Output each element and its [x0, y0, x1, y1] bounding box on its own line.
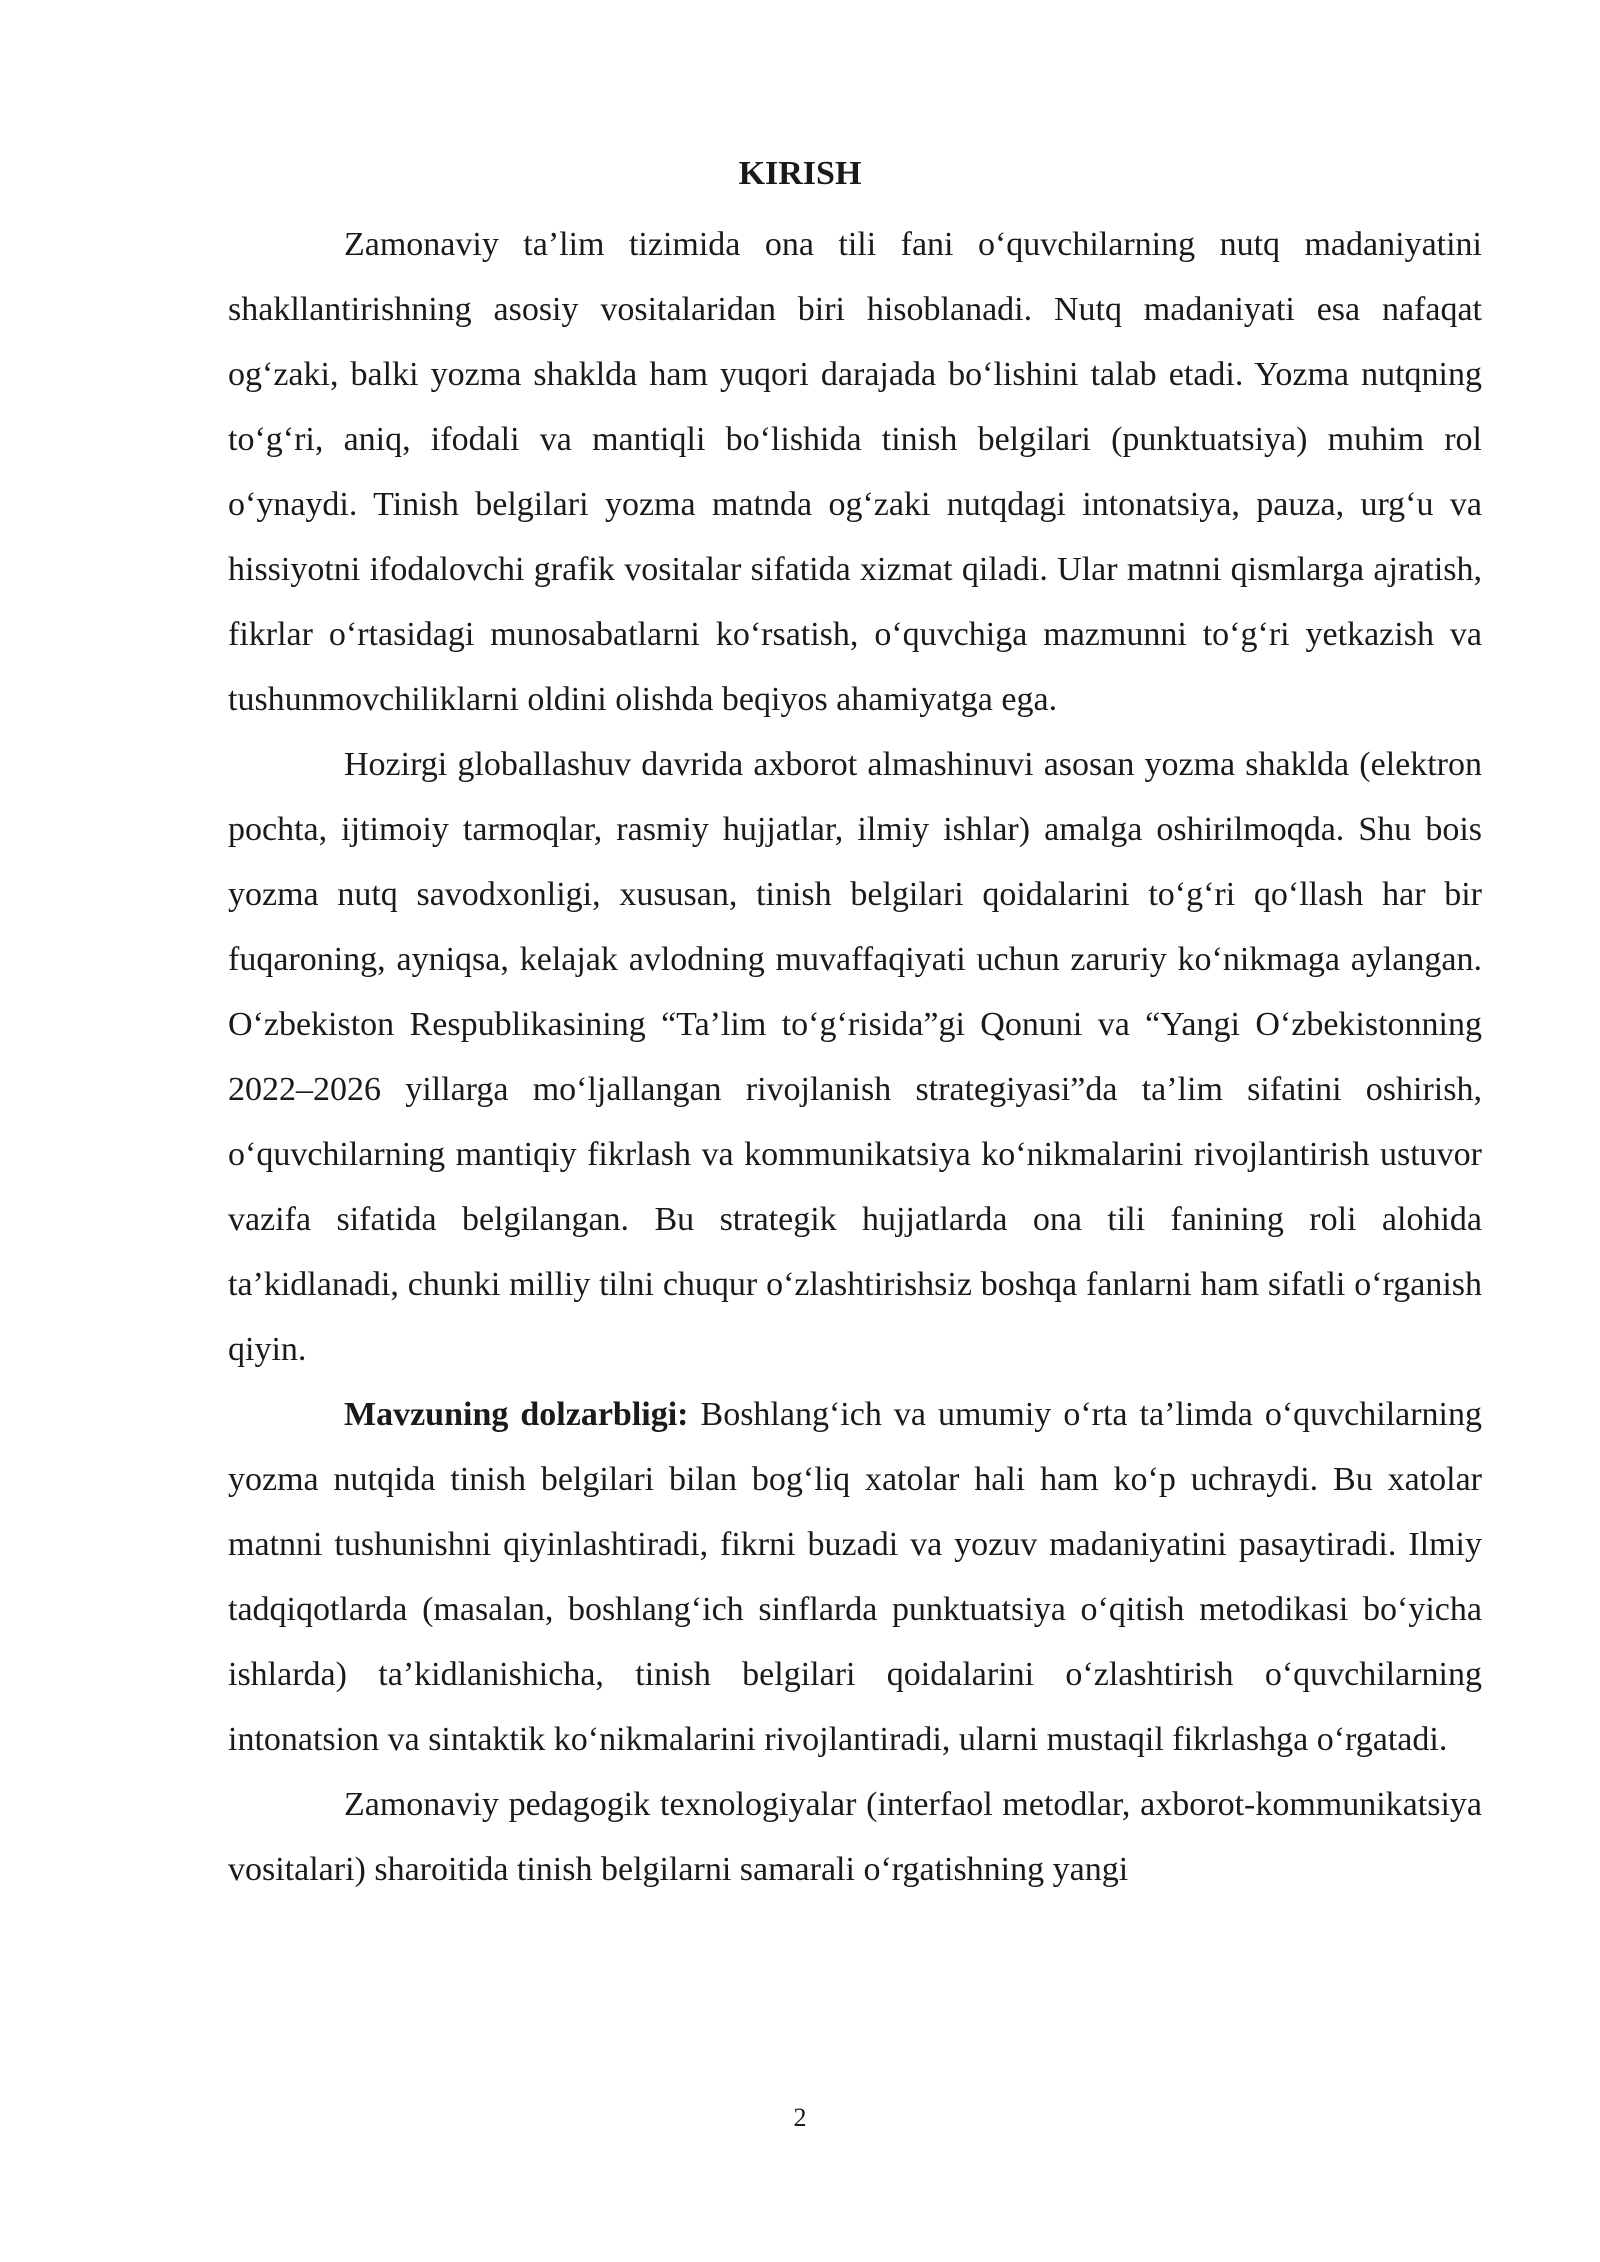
- paragraph-text: Zamonaviy pedagogik texnologiyalar (interfaol metodlar, axborot-kommunikatsiya vositalari) sharoitida tinish belgilarni samarali o‘rgatishning yangi: [228, 1786, 1482, 1888]
- page-title: KIRISH: [738, 155, 862, 192]
- paragraph-relevance: [228, 1382, 1482, 1772]
- page-number: 2: [793, 2103, 807, 2132]
- document-body: [228, 212, 1482, 1902]
- paragraph-globalization: [228, 732, 1482, 1382]
- paragraph-introduction: [228, 212, 1482, 732]
- paragraph-text: Boshlang‘ich va umumiy o‘rta ta’limda o‘quvchilarning yozma nutqida tinish belgilari bilan bog‘liq xatolar hali ham ko‘p uchraydi. Bu xatolar matnni tushunishni qiyinlashtiradi, fikrni buzadi va yozuv madaniyatini pasaytiradi. Ilmiy tadqiqotlarda (masalan, boshlang‘ich sinflarda punktuatsiya o‘qitish metodikasi bo‘yicha ishlarda) ta’kidlanishicha, tinish belgilari qoidalarini o‘zlashtirish o‘quvchilarning intonatsion va sintaktik ko‘nikmalarini rivojlantiradi, ularni mustaqil fikrlashga o‘rgatadi.: [228, 1396, 1483, 1758]
- paragraph-technologies: [228, 1772, 1482, 1902]
- paragraph-lead-heading: Mavzuning dolzarbligi:: [344, 1396, 689, 1433]
- paragraph-text: Zamonaviy ta’lim tizimida ona tili fani o‘quvchilarning nutq madaniyatini shakllantirishning asosiy vositalaridan biri hisoblanadi. Nutq madaniyati esa nafaqat og‘zaki, balki yozma shaklda ham yuqori darajada bo‘lishini talab etadi. Yozma nutqning to‘g‘ri, aniq, ifodali va mantiqli bo‘lishida tinish belgilari (punktuatsiya) muhim rol o‘ynaydi. Tinish belgilari yozma matnda og‘zaki nutqdagi intonatsiya, pauza, urg‘u va hissiyotni ifodalovchi grafik vositalar sifatida xizmat qiladi. Ular matnni qismlarga ajratish, fikrlar o‘rtasidagi munosabatlarni ko‘rsatish, o‘quvchiga mazmunni to‘g‘ri yetkazish va tushunmovchiliklarni oldini olishda beqiyos ahamiyatga ega.: [228, 226, 1482, 718]
- paragraph-text: Hozirgi globallashuv davrida axborot almashinuvi asosan yozma shaklda (elektron pochta, ijtimoiy tarmoqlar, rasmiy hujjatlar, ilmiy ishlar) amalga oshirilmoqda. Shu bois yozma nutq savodxonligi, xususan, tinish belgilari qoidalarini to‘g‘ri qo‘llash har bir fuqaroning, ayniqsa, kelajak avlodning muvaffaqiyati uchun zaruriy ko‘nikmaga aylangan. O‘zbekiston Respublikasining “Ta’lim to‘g‘risida”gi Qonuni va “Yangi O‘zbekistonning 2022–2026 yillarga mo‘ljallangan rivojlanish strategiyasi”da ta’lim sifatini oshirish, o‘quvchilarning mantiqiy fikrlash va kommunikatsiya ko‘nikmalarini rivojlantirish ustuvor vazifa sifatida belgilangan. Bu strategik hujjatlarda ona tili fanining roli alohida ta’kidlanadi, chunki milliy tilni chuqur o‘zlashtirishsiz boshqa fanlarni ham sifatli o‘rganish qiyin.: [228, 746, 1482, 1368]
